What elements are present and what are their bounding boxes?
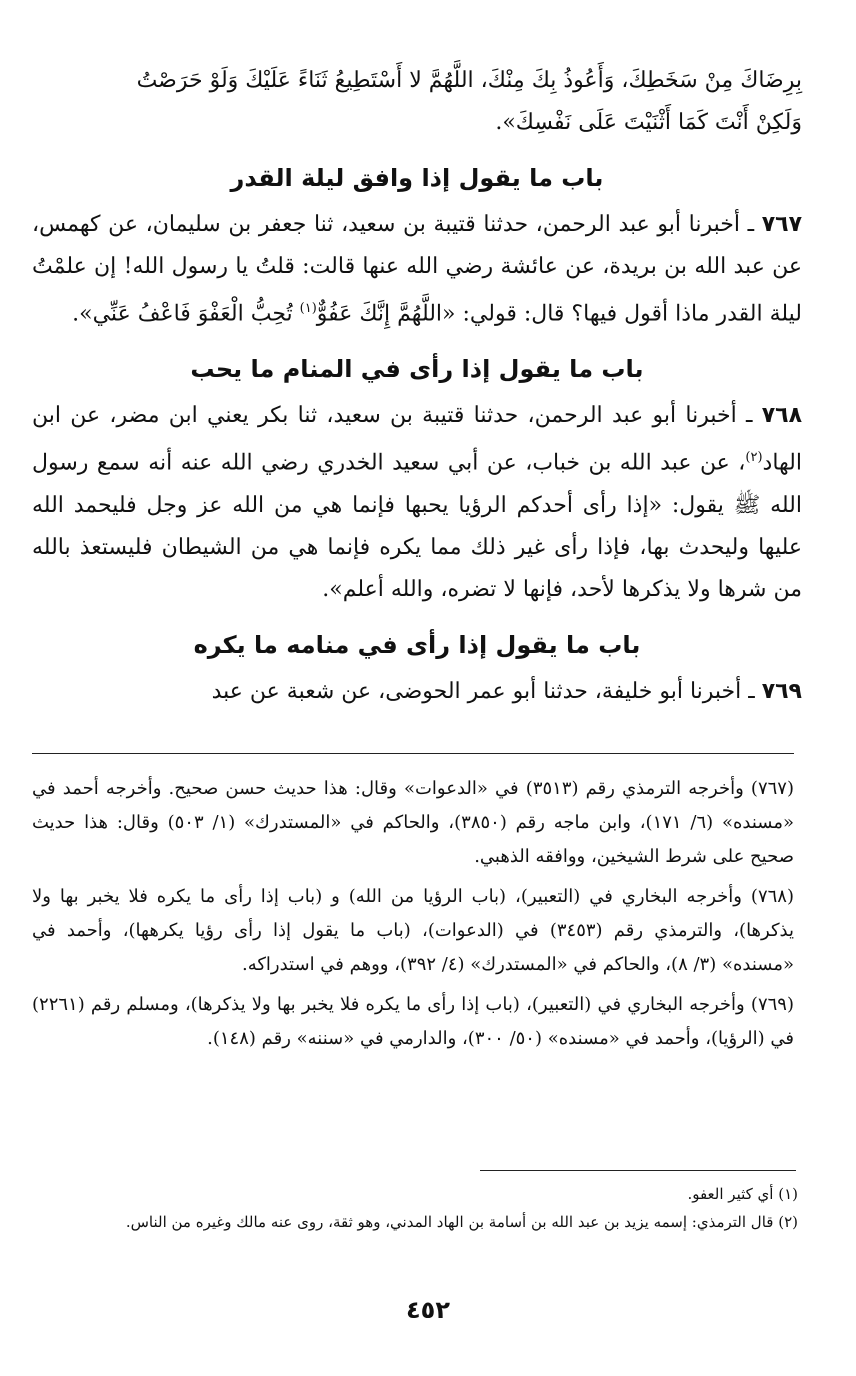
hadith-text-cont: تُحِبُّ الْعَفْوَ فَاعْفُ عَنِّي». — [72, 301, 300, 327]
main-text-block — [32, 60, 802, 713]
reference-767: (٧٦٧) وأخرجه الترمذي رقم (٣٥١٣) في «الدعوات» وقال: هذا حديث حسن صحيح. وأخرجه أحمد في «مسنده» (٦/ ١٧١)، وابن ماجه رقم (٣٨٥٠)، والحاكم في «المستدرك» (١/ ٥٠٣) وقال: هذا حديث صحيح على شرط الشيخين، ووافقه الذهبي. — [32, 778, 795, 867]
hadith-number: ٧٦٨ — [761, 403, 803, 429]
intro-line-2: وَلَكِنْ أَنْتَ كَمَا أَثْنَيْتَ عَلَى نَفْسِكَ». — [495, 110, 802, 135]
footnotes-block — [32, 1180, 798, 1236]
page-number: ٤٥٢ — [406, 1296, 450, 1324]
section-heading-laylat-al-qadr: باب ما يقول إذا وافق ليلة القدر — [230, 164, 604, 192]
hadith-number: ٧٦٩ — [761, 678, 802, 704]
footnotes-divider — [480, 1170, 796, 1171]
intro-line-1: بِرِضَاكَ مِنْ سَخَطِكَ، وَأَعُوذُ بِكَ مِنْكَ، اللَّهُمَّ لا أَسْتَطِيعُ ثَنَاءً عَلَيْكَ وَلَوْ حَرَصْتُ — [136, 68, 802, 93]
references-divider — [32, 753, 794, 754]
hadith-text: ـ أخبرنا أبو عبد الرحمن، حدثنا قتيبة بن سعيد، ثنا بكر يعني ابن مضر، عن ابن الهاد — [32, 403, 802, 476]
footnote-1: (١) أي كثير العفو. — [687, 1185, 798, 1203]
hadith-text: ـ أخبرنا أبو عبد الرحمن، حدثنا قتيبة بن سعيد، ثنا جعفر بن سليمان، عن كهمس، عن عبد الله بن بريدة، عن عائشة رضي الله عنها قالت: قلتُ يا رسول الله! إن علمْتُ ليلة القدر ماذا أقول فيها؟ قال: قولي: «اللَّهُمَّ إِنَّكَ عَفُوٌّ — [32, 212, 802, 327]
hadith-767 — [32, 204, 802, 335]
references-block — [32, 772, 794, 1062]
footnote-2: (٢) قال الترمذي: إسمه يزيد بن عبد الله بن أسامة بن الهاد المدني، وهو ثقة، روى عنه مالك وغيره من الناس. — [125, 1213, 798, 1231]
reference-768: (٧٦٨) وأخرجه البخاري في (التعبير)، (باب الرؤيا من الله) و (باب إذا رأى ما يكره فلا يخبر بها ولا يذكرها)، والترمذي رقم (٣٤٥٣) في (الدعوات)، (باب ما يقول إذا رأى رؤيا يكرهها)، وأحمد في «مسنده» (٣/ ٨)، والحاكم في «المستدرك» (٤/ ٣٩٢)، ووهم في استدراكه. — [32, 886, 794, 975]
hadith-769 — [32, 671, 802, 713]
footnote-ref-1: (١) — [299, 301, 317, 316]
section-heading-good-dream: باب ما يقول إذا رأى في المنام ما يحب — [190, 355, 644, 384]
hadith-text-cont: ، عن عبد الله بن خباب، عن أبي سعيد الخدري رضي الله عنه أنه سمع رسول الله ﷺ يقول: «إذا رأى أحدكم الرؤيا يحبها فإنما هي من الله عز وجل فليحمد الله عليها وليحدث بها، فإذا رأى غير ذلك مما يكره فإنما هي من الشيطان فليستعذ بالله من شرها ولا يذكرها لأحد، فإنها لا تضره، والله أعلم». — [32, 450, 802, 602]
hadith-text: ـ أخبرنا أبو خليفة، حدثنا أبو عمر الحوضى، عن شعبة عن عبد — [211, 678, 755, 704]
section-heading-bad-dream: باب ما يقول إذا رأى في منامه ما يكره — [193, 630, 641, 659]
reference-769: (٧٦٩) وأخرجه البخاري في (التعبير)، (باب إذا رأى ما يكره فلا يخبر بها ولا يذكرها)، ومسلم رقم (٢٢٦١) في (الرؤيا)، وأحمد في «مسنده» (٥٠/ ٣٠٠)، والدارمي في «سننه» رقم (١٤٨). — [32, 994, 794, 1049]
hadith-number: ٧٦٧ — [761, 212, 803, 237]
hadith-768 — [32, 395, 802, 610]
footnote-ref-2: (٢) — [745, 450, 763, 466]
